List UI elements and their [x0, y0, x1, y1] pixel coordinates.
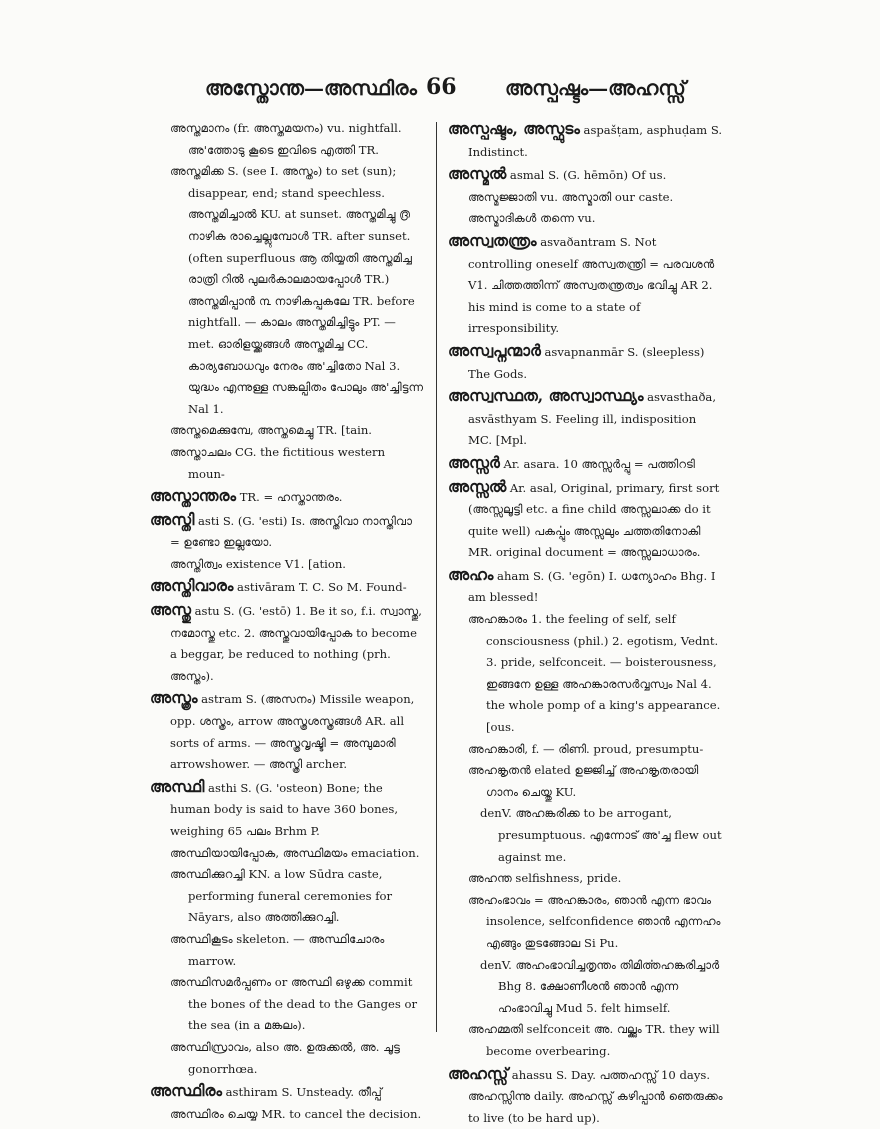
dictionary-entry	[448, 476, 723, 564]
entry-text: asvapnanmār S. (sleepless) The Gods.	[468, 344, 705, 381]
entry-text: asvaðantram S. Not controlling oneself അസ്വതന്ത്രി = പരവശൻ V1. ചിത്തത്തിന്ന് അസ്വതന്ത്രത്വം ഭവിച്ചു AR 2. his mind is come to a state of irresponsibility.	[468, 234, 715, 336]
entry-text: astivāram T. C. So M. Found-	[233, 580, 407, 595]
entry-headword: അസ്സർ	[448, 452, 500, 472]
sub-entry	[448, 739, 723, 761]
sub-entry	[150, 442, 425, 485]
entry-headword: അസ്ത്രം	[150, 688, 198, 708]
dictionary-entry	[150, 485, 425, 509]
sub-entry	[448, 760, 723, 803]
entry-text: asthi S. (G. 'osteon) Bone; the human body is said to have 360 bones, weighing 65 പലം Brhm P. അസ്ഥിയായിപ്പോക, അസ്ഥിമയം emaciation.	[170, 780, 420, 860]
entry-text: asvasthaða, asvāsthyam S. Feeling ill, indisposition MC. [Mpl.	[468, 390, 717, 448]
dictionary-entry	[150, 509, 425, 554]
page-header	[0, 70, 880, 110]
sub-entry	[448, 1019, 723, 1062]
left-column	[150, 118, 425, 1125]
entry-text: denV. അഹങ്കരിക്ക to be arrogant, presumptuous. എന്നോട് അ'ച്ച flew out against me.	[480, 806, 722, 864]
header-left-guideword: അസ്തോന്ത—അസ്ഥിരം	[205, 76, 417, 100]
entry-headword: അസ്തിവാരം	[150, 576, 234, 596]
sub-entry	[150, 161, 425, 420]
entry-text: അസ്ഥിക്കുറച്ചി KN. a low Sūdra caste, performing funeral ceremonies for Nāyars, also അത്തിക്കുറച്ചി.	[170, 867, 393, 925]
entry-text: Ar. asal, Original, primary, first sort (അസ്സലൂട്ടി etc. a fine child അസ്സലാക്ക do it quite well) പകൎപ്പും അസ്സലും ചത്തതിനോകി MR. original document = അസ്സലാധാരം.	[468, 480, 720, 560]
sub-entry	[150, 929, 425, 972]
dictionary-entry	[150, 575, 425, 599]
dictionary-entry	[150, 776, 425, 864]
dictionary-entry	[150, 1080, 425, 1125]
sub-entry	[448, 955, 723, 1020]
entry-text: denV. അഹംഭാവിച്ചതൃന്തം തിമിൎത്തഹങ്കരിച്ചാർ Bhg 8. ക്ഷോണീശൻ ഞാൻ എന്ന ഹംഭാവിച്ചു Mud 5. felt himself.	[480, 957, 720, 1015]
dictionary-entry	[150, 599, 425, 687]
sub-entry	[150, 972, 425, 1037]
header-right-guideword: അസ്പഷ്ടം—അഹസ്സ്	[505, 76, 686, 100]
entry-text: astu S. (G. 'estō) 1. Be it so, f.i. സ്വാസ്തു, നമോസ്തു etc. 2. അസ്തുവായിപ്പോക to become a beggar, be reduced to nothing (prh. അസ്തം).	[170, 604, 422, 683]
column-divider	[436, 122, 437, 1032]
entry-text: അഹംഭാവം = അഹങ്കാരം, ഞാൻ എന്ന ഭാവം insolence, selfconfidence ഞാൻ എന്നഹം എങ്ങും തുടങ്ങോല Si Pu.	[468, 892, 721, 950]
entry-text: asti S. (G. 'esti) Is. അസ്തിവാ നാസ്തിവാ = ഉണ്ടോ ഇല്ലയോ.	[170, 513, 412, 550]
entry-text: അസ്തമാനം (fr. അസ്തമയനം) vu. nightfall. അ'ത്തോടു കൂടെ ഇവിടെ എത്തി TR.	[170, 121, 402, 157]
entry-text: aham S. (G. 'egōn) I. ധന്യോഹം Bhg. I am blessed!	[468, 568, 716, 605]
entry-text: അഹന്ത selfishness, pride.	[468, 871, 622, 886]
entry-headword: അസ്തി	[150, 509, 195, 529]
sub-entry	[150, 1037, 425, 1080]
sub-entry	[448, 803, 723, 868]
entry-text: aspašṭam, asphuḍam S. Indistinct.	[468, 123, 723, 159]
dictionary-entry	[448, 118, 723, 163]
sub-entry	[150, 118, 425, 161]
page-number: 66	[426, 74, 457, 100]
entry-text: astram S. (അസനം) Missile weapon, opp. ശസ്ത്രം, arrow അസ്ത്രശസ്ത്രങ്ങൾ AR. all sorts of arms. — അസ്ത്രവൃഷ്ടി = അമ്പുമാരി arrowshower. — അസ്ത്രി archer.	[170, 692, 415, 772]
entry-text: അഹമ്മതി selfconceit അ. വല്ക്കും TR. they will become overbearing.	[468, 1022, 720, 1058]
entry-headword: അഹസ്സ്	[448, 1063, 509, 1083]
entry-text: അസ്ഥിസമർപ്പണം or അസ്ഥി ഒഴുക്ക commit the bones of the dead to the Ganges or the sea (in a മങ്കലം).	[170, 975, 418, 1033]
entry-headword: അസ്തു	[150, 600, 191, 620]
entry-text: അസ്താചലം CG. the fictitious western moun-	[170, 444, 386, 481]
entry-headword: അസ്വപ്നന്മാർ	[448, 340, 541, 360]
entry-text: അസ്ഥിസ്രാവം, also അ. ഉരുക്കൽ, അ. ചൂട്ട gonorrhœa.	[170, 1039, 400, 1076]
entry-headword: അഹം	[448, 564, 494, 584]
entry-text: അസ്തമിക്ക S. (see I. അസ്തം) to set (sun); disappear, end; stand speechless. അസ്തമിച്ചാൽ KU. at sunset. അസ്തമിച്ചു ൫ നാഴിക രാച്ചെല്ലുമ്പോൾ TR. after sunset. (often superfluous ആ തിയ്യതി അസ്തമിച്ച രാത്രി റിൽ പുലർകാലമായപ്പോൾ TR.) അസ്തമിപ്പാൻ ൩ നാഴികപ്പകലേ TR. before nightfall. — കാലം അസ്തമിച്ചിട്ടും PT. — met. ഓരിളയ്ക്കങ്ങൾ അസ്തമിച്ച CC. കാര്യബോധവും നേരം അ'ച്ചിതോ Nal 3. യുദ്ധം എന്നുള്ള സങ്കല്പിതം പോലും അ'ച്ചിട്ടന്ന Nal 1.	[170, 164, 424, 416]
entry-text: അസ്തമെക്കുമ്പേ, അസ്തമെച്ചു TR. [tain.	[170, 423, 372, 438]
sub-entry	[448, 609, 723, 739]
entry-text: അഹങ്കൃതൻ elated ഉജ്ജിച്ച് അഹങ്കൃതരായി ഗാനം ചെയ്തു KU.	[468, 763, 699, 799]
entry-headword: അസ്പഷ്ടം, അസ്ഫുടം	[448, 119, 580, 138]
entry-text: asmal S. (G. hēmōn) Of us. അസ്മജ്ജാതി vu. അസ്മാതി our caste. അസ്മാദികൾ തന്നെ vu.	[468, 168, 674, 226]
dictionary-entry	[448, 452, 723, 476]
entry-headword: അസ്താന്തരം	[150, 486, 237, 506]
dictionary-entry	[448, 385, 723, 452]
entry-text: അസ്തിത്വം existence V1. [ation.	[170, 556, 346, 571]
entry-text: ahassu S. Day. പത്തഹസ്സ് 10 days. അഹസ്സിന്നു daily. അഹസ്സ് കഴിപ്പാൻ ഞെരുക്കം to live (to be hard up).	[468, 1067, 723, 1125]
entry-headword: അസ്വസ്ഥത, അസ്വാസ്ഥ്യം	[448, 386, 644, 406]
sub-entry	[448, 868, 723, 890]
dictionary-entry	[448, 230, 723, 340]
sub-entry	[150, 554, 425, 576]
dictionary-entry	[448, 1063, 723, 1129]
sub-entry	[150, 864, 425, 929]
right-column	[448, 118, 723, 1129]
entry-headword: അസ്ഥിരം	[150, 1081, 222, 1101]
dictionary-entry	[448, 340, 723, 385]
entry-headword: അസ്വതന്ത്രം	[448, 230, 537, 250]
entry-headword: അസ്മൽ	[448, 164, 507, 184]
dictionary-entry	[448, 564, 723, 609]
dictionary-entry	[448, 163, 723, 230]
entry-text: അസ്ഥികൂടം skeleton. — അസ്ഥിചോരം marrow.	[170, 931, 385, 968]
entry-text: അഹങ്കാരം 1. the feeling of self, self consciousness (phil.) 2. egotism, Vednt. 3. pride, selfconceit. — boisterousness, ഇങ്ങനേ ഉള്ള അഹങ്കാരസർവ്വസ്വം Nal 4. the whole pomp of a king's appearance. [ous.	[468, 612, 721, 735]
entry-headword: അസ്ഥി	[150, 776, 205, 796]
dictionary-entry	[150, 687, 425, 775]
sub-entry	[150, 420, 425, 442]
entry-text: Ar. asara. 10 അസ്സർപ്പു = പത്തിറടി	[499, 456, 695, 471]
entry-text: TR. = ഹസ്താന്തരം.	[236, 490, 343, 505]
entry-text: അഹങ്കാരി, f. — രിണി. proud, presumptu-	[468, 741, 704, 756]
entry-headword: അസ്സൽ	[448, 476, 507, 496]
sub-entry	[448, 890, 723, 955]
entry-text: asthiram S. Unsteady. തീപ്പ് അസ്ഥിരം ചെയ്യ MR. to cancel the decision.	[170, 1085, 422, 1121]
